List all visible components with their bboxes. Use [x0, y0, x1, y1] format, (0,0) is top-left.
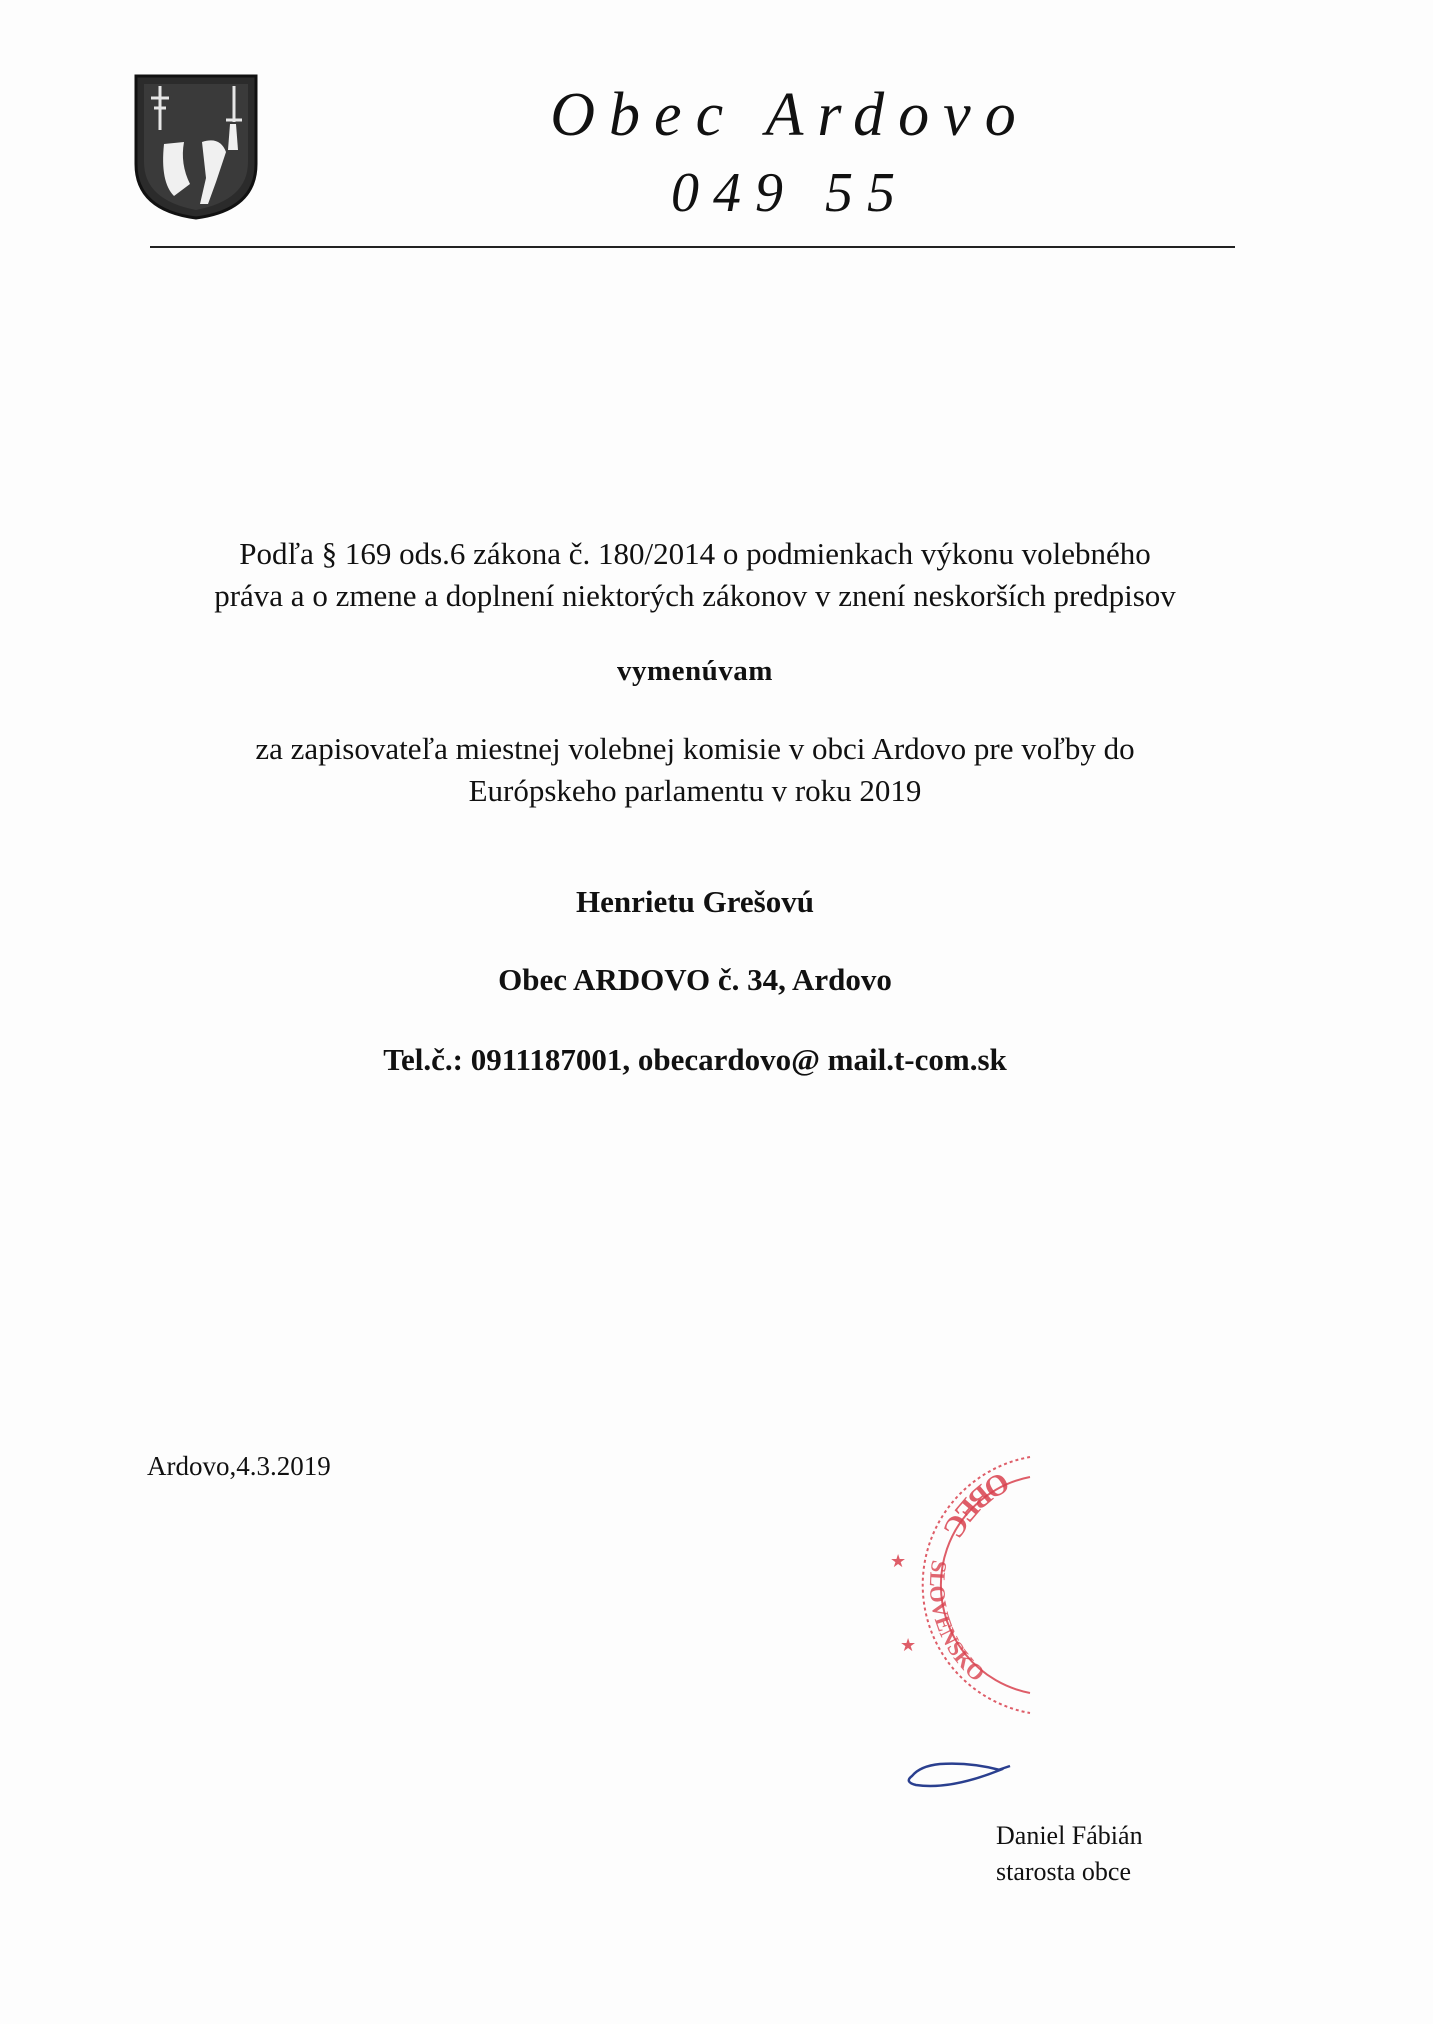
- legal-line: práva a o zmene a doplnení niektorých zákonov v znení neskorších predpisov: [214, 578, 1176, 613]
- document-date: Ardovo,4.3.2019: [147, 1451, 331, 1481]
- svg-text:OBEC: OBEC: [936, 1465, 1015, 1544]
- svg-text:★: ★: [900, 1635, 917, 1655]
- appointee-contact: Tel.č.: 0911187001, obecardovo@ mail.t-com.sk: [383, 1042, 1007, 1077]
- official-stamp-icon: [870, 1455, 1040, 1715]
- svg-text:SLOVENSKO: SLOVENSKO: [924, 1558, 990, 1687]
- signer-name: Daniel Fábián: [996, 1821, 1143, 1850]
- legal-basis-paragraph: [110, 533, 1280, 617]
- appoint-heading: vymenúvam: [617, 655, 773, 687]
- role-line: za zapisovateľa miestnej volebnej komisie v obci Ardovo pre voľby do: [255, 731, 1135, 766]
- signer-role: starosta obce: [996, 1857, 1132, 1886]
- coat-of-arms-icon: [130, 72, 262, 222]
- signer-block: [996, 1818, 1143, 1890]
- header-divider: [150, 246, 1235, 248]
- appointee-address: Obec ARDOVO č. 34, Ardovo: [498, 962, 892, 997]
- header-zip: 049 55: [671, 162, 909, 224]
- role-paragraph: [110, 728, 1280, 812]
- legal-line: Podľa § 169 ods.6 zákona č. 180/2014 o podmienkach výkonu volebného: [239, 536, 1151, 571]
- svg-text:★: ★: [890, 1551, 907, 1571]
- header-title: Obec Ardovo: [550, 81, 1030, 149]
- appointee-name: Henrietu Grešovú: [576, 884, 814, 919]
- signature-icon: [900, 1752, 1015, 1792]
- role-line: Európskeho parlamentu v roku 2019: [468, 773, 922, 808]
